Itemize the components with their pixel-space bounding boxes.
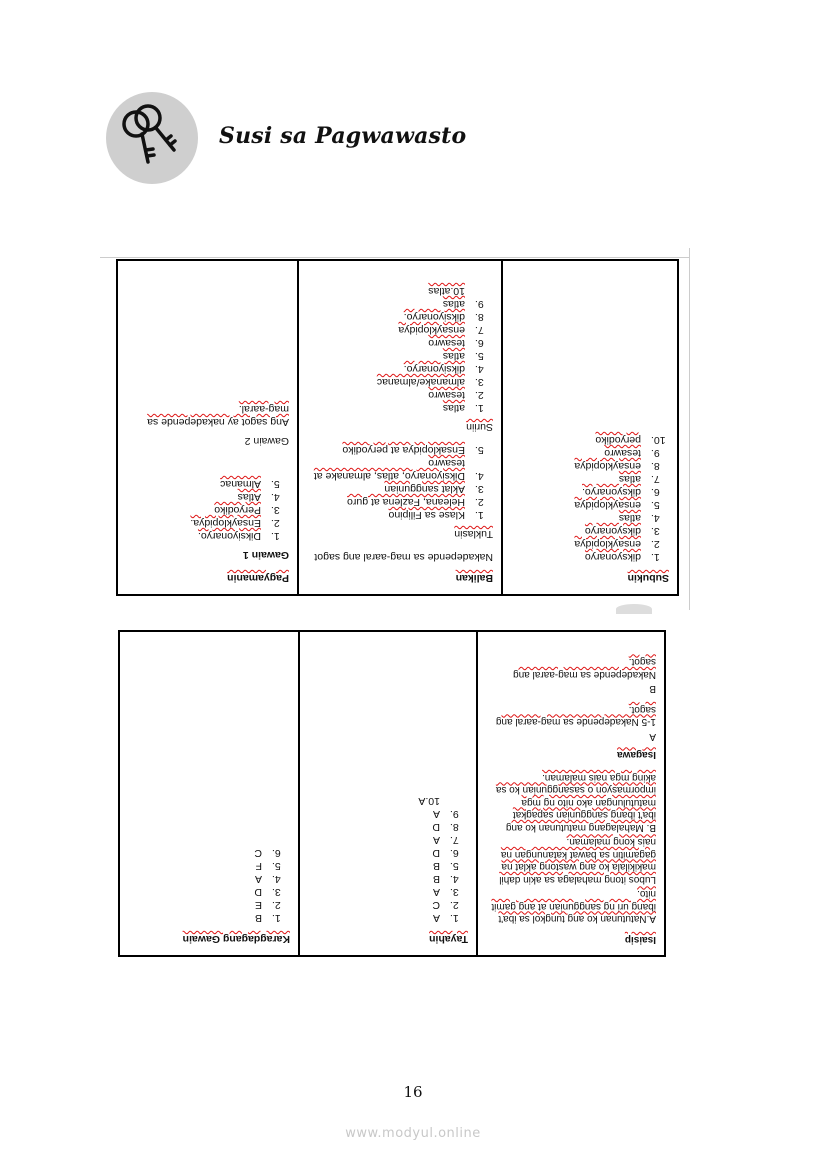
list-item (126, 529, 289, 542)
item-number: 9. (475, 298, 484, 310)
list-item (126, 477, 289, 490)
item-number: 6. (475, 337, 484, 349)
item-text: tesawro (428, 337, 465, 349)
isagawa-b-text: Nakadepende sa mag-aaral ang sagot. (513, 656, 656, 680)
item-text: tesawro (604, 447, 641, 459)
gawain1-heading: Gawain 1 (242, 549, 289, 561)
list-item (511, 550, 669, 563)
list-item (307, 297, 493, 310)
item-text: diksyonaryo (584, 525, 641, 537)
list-item (128, 846, 290, 859)
list-item (307, 362, 493, 375)
item-number: 5. (271, 478, 280, 490)
item-text: D (432, 847, 440, 859)
item-number: 1. (272, 912, 281, 924)
item-text: Atlas (237, 491, 261, 503)
list-item (128, 898, 290, 911)
item-number: 6. (272, 847, 281, 859)
list-item (308, 885, 468, 898)
item-number: 2. (272, 899, 281, 911)
item-number (450, 794, 468, 807)
item-text: D (432, 821, 440, 833)
item-text: F (255, 860, 262, 872)
item-number: 1. (271, 530, 280, 542)
karagdagang-column (120, 632, 298, 955)
balikan-column (299, 261, 501, 594)
list-item (511, 524, 669, 537)
item-text: Diksiyonaryo, atlas, almanake at tesawro (313, 457, 465, 482)
item-text: 10.atlas (428, 285, 465, 297)
item-number: 1. (475, 509, 484, 521)
item-text: diksiyonaryo. (403, 311, 465, 323)
item-number: 2. (651, 538, 660, 550)
tuklasin-heading: Tuklasin (454, 528, 493, 540)
item-number: 4. (450, 873, 459, 885)
list-item (307, 482, 493, 495)
item-number: 2. (475, 389, 484, 401)
list-item (511, 459, 669, 472)
scan-edge-right (689, 248, 690, 610)
isaisip-heading: Isaisip (624, 934, 656, 945)
answer-key-top-panel (116, 259, 679, 596)
item-text: A (432, 808, 440, 820)
item-text: C (254, 847, 262, 859)
item-number: 5. (651, 499, 660, 511)
subukin-column (503, 261, 677, 594)
list-item (128, 859, 290, 872)
list-item (126, 490, 289, 503)
list-item (308, 833, 468, 846)
item-text: Klase sa Filipino (388, 509, 465, 521)
item-number: 8. (475, 311, 484, 323)
list-item (307, 336, 493, 349)
balikan-heading: Balikan (455, 572, 493, 584)
item-text: C (432, 899, 440, 911)
answer-key-bottom-panel (118, 630, 666, 957)
list-item (511, 472, 669, 485)
column-divider (297, 261, 299, 594)
suriin-list (307, 284, 493, 414)
list-item (128, 872, 290, 885)
page-title: Susi sa Pagwawasto (219, 123, 467, 149)
list-item (128, 885, 290, 898)
item-number: 7. (450, 834, 459, 846)
item-number: 5. (272, 860, 281, 872)
list-item (307, 375, 493, 388)
list-item (307, 323, 493, 336)
item-number: 3. (651, 525, 660, 537)
list-item (307, 443, 493, 456)
item-text: Heleana, Fazlena at guro (347, 496, 465, 508)
suriin-heading: Suriin (466, 421, 493, 433)
item-text: Diksiyonaryo. (197, 530, 261, 542)
column-divider (476, 632, 478, 955)
list-item (307, 284, 493, 297)
item-number: 5. (475, 444, 484, 456)
karagdagang-list (128, 846, 290, 924)
item-number: 5. (475, 350, 484, 362)
item-number: 7. (651, 473, 660, 485)
item-text: atlas (442, 350, 465, 362)
item-text: diksyonaryo (584, 551, 641, 563)
balikan-note: Nakadepende sa mag-aaral ang sagot (314, 551, 493, 563)
tayahin-column (300, 632, 476, 955)
item-number: 8. (450, 821, 459, 833)
item-number: 9. (450, 808, 459, 820)
isagawa-a-label: A (649, 731, 656, 742)
item-number: 10. (651, 434, 666, 446)
list-item (126, 516, 289, 529)
list-item (511, 446, 669, 459)
gawain2-text: Ang sagot ay nakadepende sa mag-aaral. (147, 403, 289, 428)
item-text: A (254, 873, 262, 885)
list-item (307, 401, 493, 414)
item-number: 4. (272, 873, 281, 885)
pagyamanin-list (126, 477, 289, 542)
item-text: A (432, 886, 440, 898)
list-item (308, 898, 468, 911)
isagawa-b-label: B (649, 683, 656, 695)
item-text: atlas (618, 473, 641, 485)
list-item (511, 433, 669, 446)
subukin-list (511, 433, 669, 563)
tayahin-heading: Tayahin (429, 933, 468, 945)
item-text: atlas (618, 512, 641, 524)
item-text: ensayklopidya (574, 538, 641, 550)
item-text: Ensaklopidya at peryodiko (342, 444, 465, 456)
list-item (307, 495, 493, 508)
item-text: A (432, 912, 440, 924)
karagdagang-heading: Karagdagang Gawain (182, 933, 290, 945)
item-number: 4. (271, 491, 280, 503)
item-text: A (432, 834, 440, 846)
list-item (511, 485, 669, 498)
item-number: 2. (271, 517, 280, 529)
item-number: 3. (450, 886, 459, 898)
item-number (475, 284, 493, 297)
item-text: ensayklopidya (574, 499, 641, 511)
item-number: 7. (475, 324, 484, 336)
isagawa-a-text: 1-5 Nakadepende sa mag-aaral ang sagot. (495, 704, 656, 728)
list-item (307, 456, 493, 482)
list-item (511, 537, 669, 550)
item-text: ensayklopidya (574, 460, 641, 472)
item-number: 4. (475, 470, 484, 482)
item-number: 8. (651, 460, 660, 472)
item-text: diksyonaryo. (582, 486, 641, 498)
item-number: 2. (450, 899, 459, 911)
item-text: Aklat sanggunian (384, 483, 465, 495)
list-item (308, 820, 468, 833)
gawain2-heading: Gawain 2 (244, 435, 289, 447)
scan-artifact (616, 604, 652, 614)
list-item (308, 846, 468, 859)
scan-edge (100, 257, 690, 258)
item-number: 3. (271, 504, 280, 516)
list-item (308, 872, 468, 885)
list-item (308, 794, 468, 807)
list-item (128, 911, 290, 924)
item-text: B (432, 860, 440, 872)
list-item (308, 911, 468, 924)
list-item (511, 511, 669, 524)
item-text: tesawro (428, 389, 465, 401)
item-text: diksiyonaryo. (403, 363, 465, 375)
tuklasin-list (307, 443, 493, 521)
item-text: Almanac (220, 478, 261, 490)
pagyamanin-column (118, 261, 297, 594)
list-item (308, 807, 468, 820)
list-item (307, 310, 493, 323)
list-item (308, 859, 468, 872)
item-number: 9. (651, 447, 660, 459)
item-number: 1. (475, 402, 484, 414)
pagyamanin-heading: Pagyamanin (227, 572, 289, 584)
footer-watermark: www.modyul.online (345, 1126, 481, 1141)
item-number: 3. (475, 483, 484, 495)
isaisip-column (478, 632, 664, 955)
isagawa-heading: Isagawa (617, 749, 656, 761)
item-number: 6. (450, 847, 459, 859)
column-divider (298, 632, 300, 955)
item-number: 1. (651, 551, 660, 563)
item-text: atlas (442, 402, 465, 414)
list-item (307, 508, 493, 521)
keys-icon (106, 92, 198, 184)
isaisip-paragraph: Lubos itong mahalaga sa akin dahil makikilala ko ang wastong aklat na gagamitin sa bawat katanungan na nais kong malaman. (499, 836, 656, 885)
page-number: 16 (403, 1083, 423, 1101)
item-number: 3. (272, 886, 281, 898)
list-item (307, 349, 493, 362)
item-text: peryodiko (595, 434, 641, 446)
item-text: 10.A (418, 795, 440, 807)
item-text: atlas (442, 298, 465, 310)
item-number: 3. (475, 376, 484, 388)
item-text: Ensayklopidya. (190, 517, 261, 529)
item-number: 5. (450, 860, 459, 872)
list-item (126, 503, 289, 516)
isaisip-paragraph: B. Mahalagang matutunan ko ang iba't ibang sanggunian sapagkat matutulungan ako nito ng mga impormasyon o sasanggunian ko sa aking mga nais malaman. (495, 772, 656, 833)
isaisip-paragraph: A.Natutunan ko ang tungkol sa iba't ibang uri ng sanggunian at ang gamit nito. (491, 888, 656, 925)
item-text: B (432, 873, 440, 885)
item-number: 2. (475, 496, 484, 508)
subukin-heading: Subukin (627, 572, 669, 584)
tayahin-list (308, 794, 468, 924)
list-item (307, 388, 493, 401)
item-number: 4. (475, 363, 484, 375)
column-divider (501, 261, 503, 594)
item-text: E (254, 899, 262, 911)
list-item (511, 498, 669, 511)
item-text: B (254, 912, 262, 924)
item-number: 6. (651, 486, 660, 498)
item-number: 4. (651, 512, 660, 524)
item-text: Peryodiko (214, 504, 261, 516)
item-number: 1. (450, 912, 459, 924)
item-text: almanake/almanac (376, 376, 465, 388)
item-text: ensayklopidya (398, 324, 465, 336)
item-text: D (254, 886, 262, 898)
